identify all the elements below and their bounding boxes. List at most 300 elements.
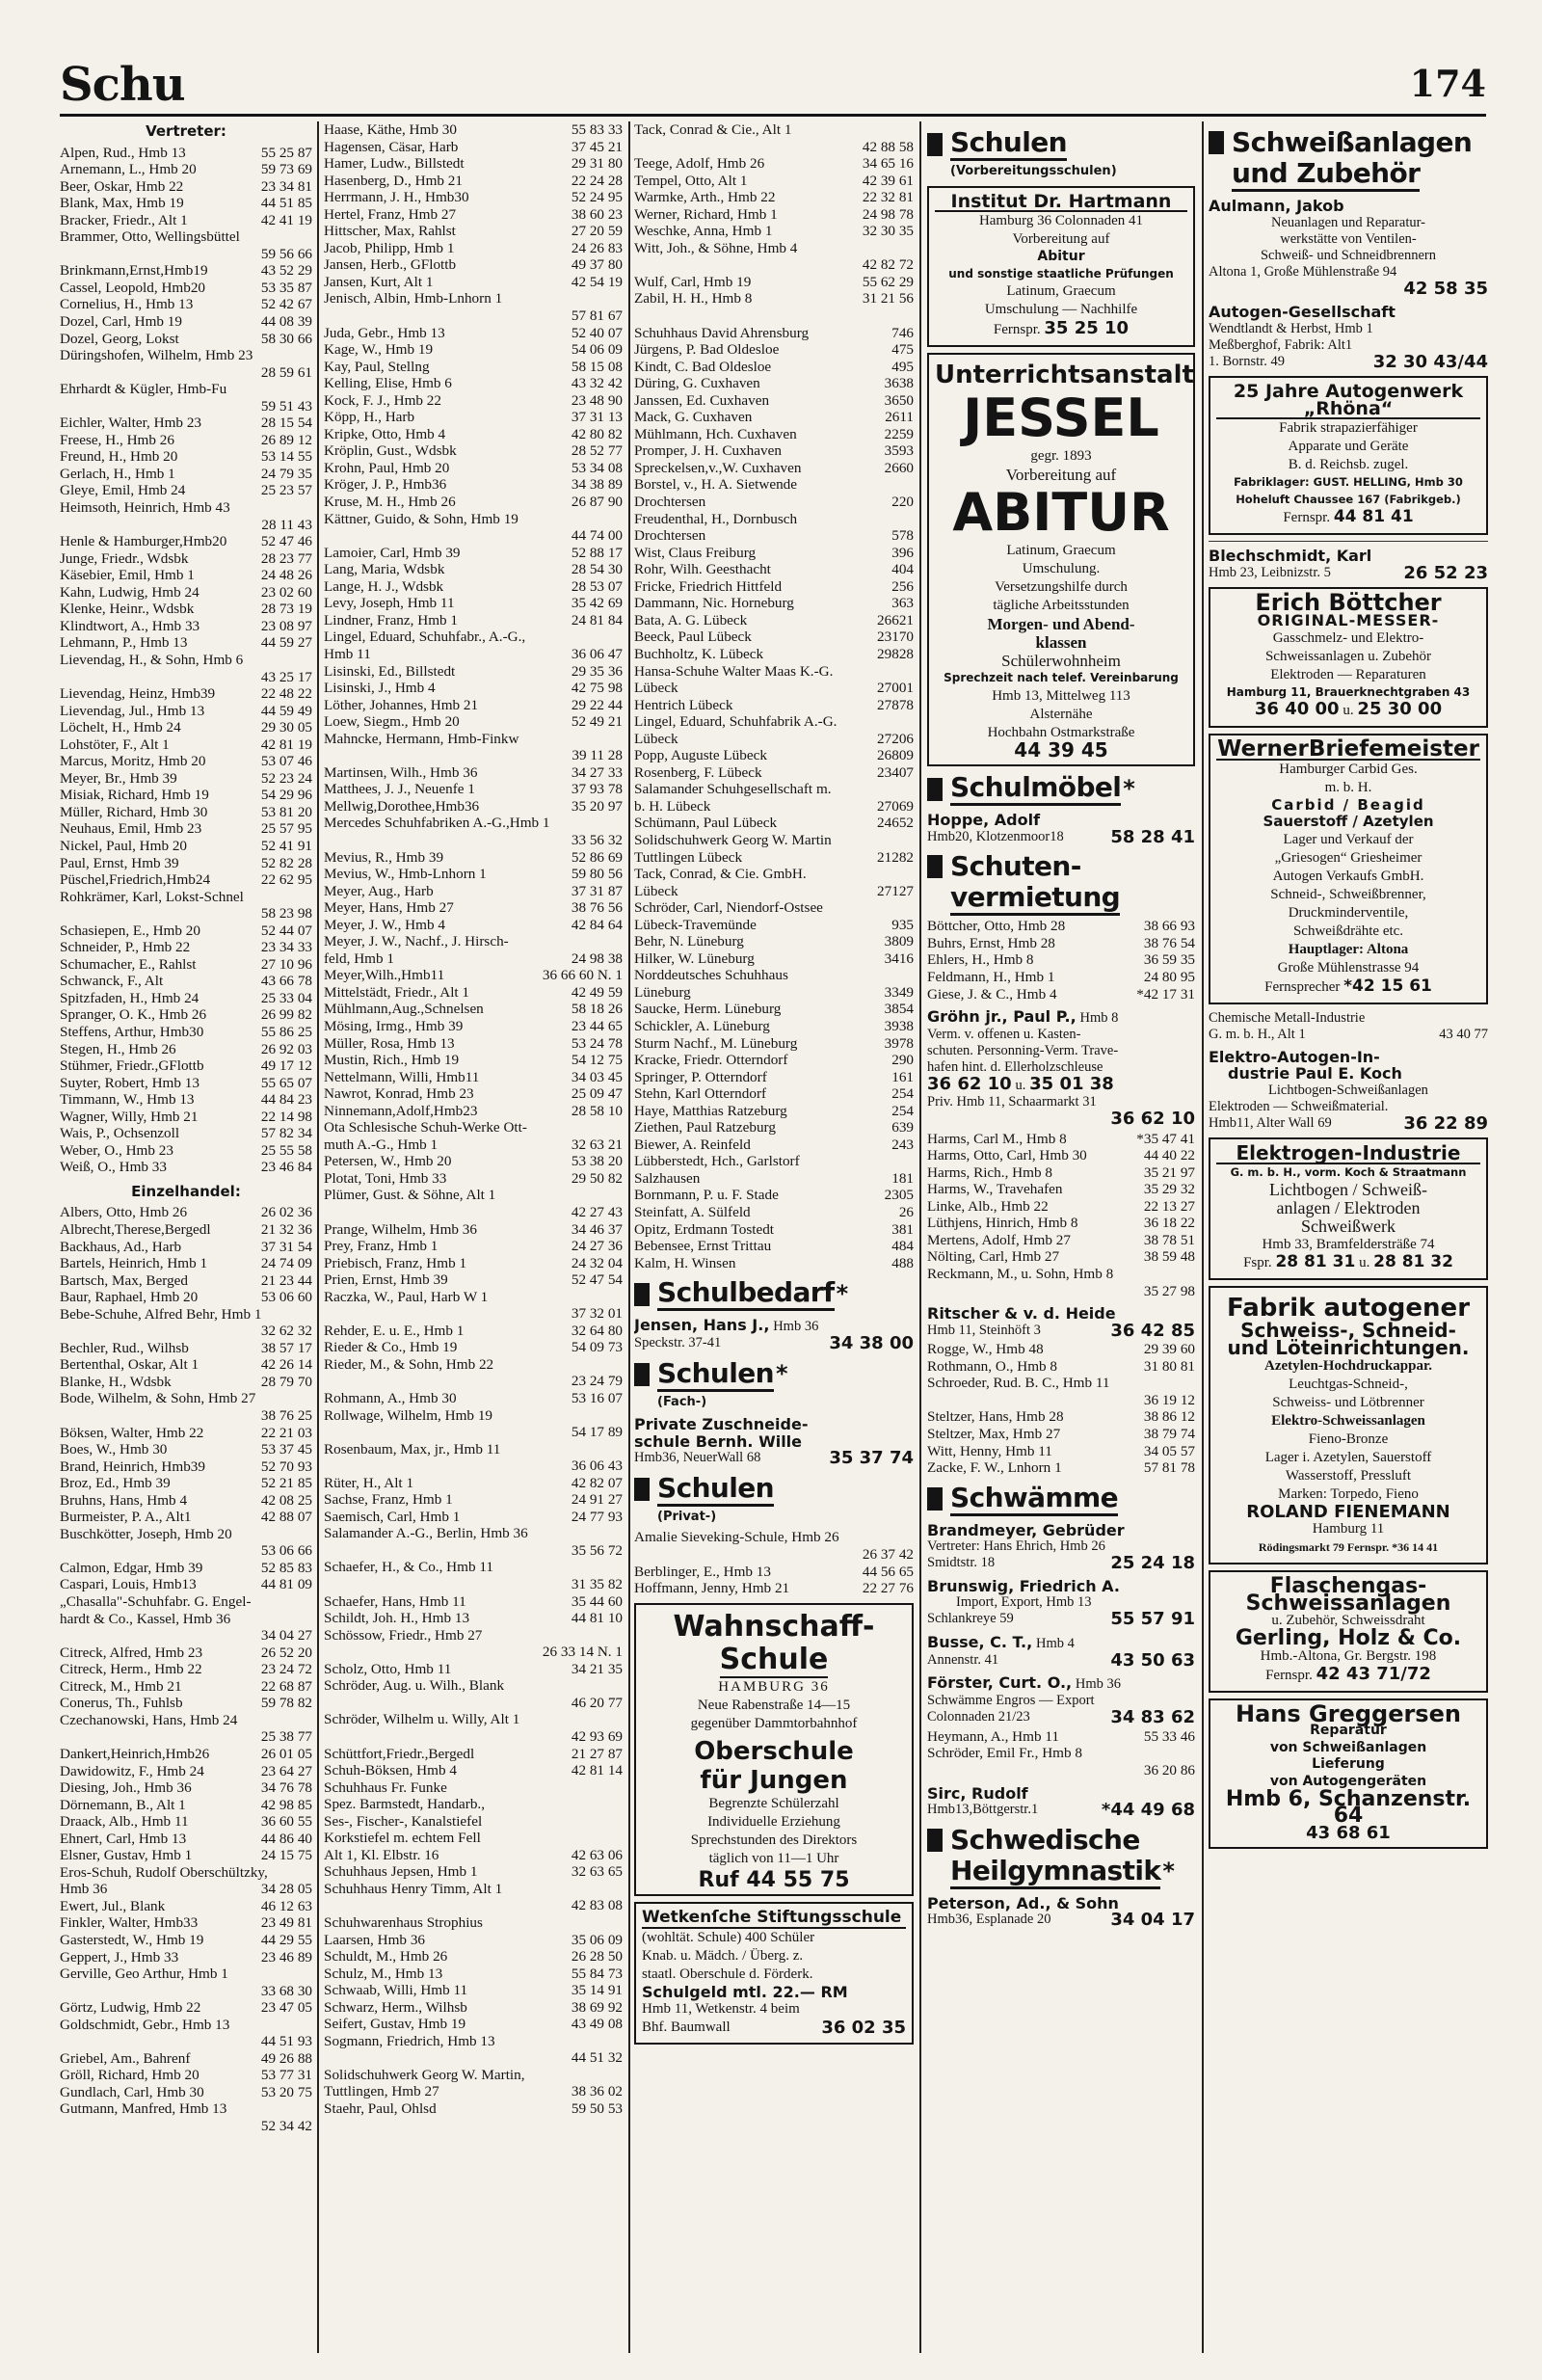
directory-entry — [60, 1159, 312, 1176]
directory-entry — [324, 1137, 623, 1154]
directory-entry — [60, 889, 312, 906]
entry-name — [927, 1283, 1140, 1300]
entry-phone: 27 10 96 — [260, 955, 312, 973]
entry-name: Lisinski, Ed., Billstedt — [324, 662, 456, 680]
entry-name: Lievendag, H., & Sohn, Hmb 6 — [60, 651, 244, 668]
entry-name: Freese, H., Hmb 26 — [60, 431, 174, 448]
entry-phone: 23 08 97 — [260, 617, 312, 634]
entry-name: Schneider, P., Hmb 22 — [60, 939, 191, 956]
directory-entry — [324, 2100, 623, 2118]
entry-name: Schwarz, Herm., Wilhsb — [324, 1998, 467, 2016]
entry-name: Schaefer, H., & Co., Hmb 11 — [324, 1559, 493, 1576]
entry-phone: 35 29 32 — [1143, 1181, 1195, 1198]
entry-name: Steinfatt, A. Sülfeld — [634, 1204, 751, 1220]
entry-phone: 181 — [891, 1169, 914, 1187]
entry-phone: 26621 — [877, 611, 914, 628]
directory-entry — [927, 1147, 1195, 1164]
entry-name: Conerus, Th., Fuhlsb — [60, 1695, 183, 1712]
entry-name: Juda, Gebr., Hmb 13 — [324, 324, 445, 341]
rubric-marker — [634, 1283, 650, 1306]
column-4 — [927, 121, 1195, 2358]
entry-name: Kröger, J. P., Hmb36 — [324, 476, 447, 494]
entry-phone: 22 13 27 — [1143, 1197, 1195, 1215]
directory-entry — [60, 1966, 312, 1983]
entry-name: Raczka, W., Paul, Harb W 1 — [324, 1288, 489, 1305]
entry-name: Scholz, Otto, Hmb 11 — [324, 1660, 452, 1677]
directory-entry — [324, 832, 623, 849]
directory-entry — [927, 1266, 1195, 1283]
entry-name — [324, 1305, 568, 1323]
entry-phone: 52 42 67 — [260, 296, 312, 313]
directory-entry — [60, 1475, 312, 1492]
entry-name: Gröll, Richard, Hmb 20 — [60, 2067, 199, 2084]
directory-entry — [927, 1283, 1195, 1300]
entry-name — [60, 1542, 257, 1560]
entry-name: Suyter, Robert, Hmb 13 — [60, 1074, 199, 1091]
directory-entry — [324, 1881, 623, 1898]
entry-phone: 44 51 32 — [571, 2049, 623, 2067]
directory-entry — [60, 1239, 312, 1256]
entry-name: Mevius, W., Hmb-Lnhorn 1 — [324, 866, 487, 883]
entry-name: Feldmann, H., Hmb 1 — [927, 969, 1055, 986]
entry-phone: 49 17 12 — [260, 1057, 312, 1075]
directory-entry — [634, 578, 914, 596]
entry-phone: 53 38 20 — [571, 1153, 623, 1170]
entry-phone: 46 12 63 — [260, 1897, 312, 1914]
entry-phone: 38 78 51 — [1143, 1231, 1195, 1248]
entry-phone: 52 24 95 — [571, 189, 623, 206]
entry-phone: 42 81 19 — [260, 735, 312, 753]
entry-phone: 44 86 40 — [260, 1830, 312, 1847]
directory-entry — [927, 1341, 1195, 1358]
directory-entry — [634, 1035, 914, 1053]
entry-phone: 23 46 89 — [260, 1948, 312, 1966]
entry-phone: 42 26 14 — [260, 1356, 312, 1374]
entry-name: Lohstöter, F., Alt 1 — [60, 735, 170, 753]
entry-phone: 256 — [891, 577, 914, 595]
entry-phone: 29 35 36 — [571, 662, 623, 680]
directory-entry — [60, 1374, 312, 1391]
rubric-marker — [927, 1487, 943, 1511]
entry-name — [60, 2033, 257, 2050]
entry-phone: 23 02 60 — [260, 583, 312, 601]
entry-phone: 55 83 33 — [571, 121, 623, 138]
entry-phone: 55 62 29 — [862, 273, 914, 290]
entry-name: Schössow, Friedr., Hmb 27 — [324, 1626, 483, 1644]
entry-name: Lamoier, Carl, Hmb 39 — [324, 544, 461, 561]
directory-entry — [634, 1564, 914, 1581]
listing-brunswig: Brunswig, Friedrich A. Import, Export, Hmb 13 Schlankreye 59 55 57 91 — [927, 1576, 1195, 1628]
entry-phone: 24 27 36 — [571, 1238, 623, 1255]
directory-entry — [60, 2100, 312, 2118]
entry-name: Spranger, O. K., Hmb 26 — [60, 1006, 207, 1024]
entry-name — [324, 1204, 568, 1221]
rubric-schwedische: Schwedische — [927, 1825, 1195, 1856]
directory-entry — [324, 917, 623, 934]
entry-phone: 24 26 83 — [571, 239, 623, 256]
directory-entry — [324, 1982, 623, 1999]
entry-name: Giese, J. & C., Hmb 4 — [927, 985, 1057, 1003]
entry-phone: 23 64 27 — [260, 1762, 312, 1779]
directory-entry — [634, 1085, 914, 1103]
entry-name: Schröder, Emil Fr., Hmb 8 — [927, 1745, 1082, 1762]
entry-phone: 43 49 08 — [571, 2016, 623, 2033]
directory-entry — [324, 1373, 623, 1390]
directory-entry — [324, 1441, 623, 1458]
entry-name: Schümann, Paul Lübeck — [634, 815, 778, 832]
directory-entry — [324, 731, 623, 748]
directory-entry — [60, 1746, 312, 1763]
entry-name: Geppert, J., Hmb 33 — [60, 1948, 179, 1966]
entry-name: Hmb 36 — [60, 1881, 108, 1898]
entry-phone: 21 27 87 — [571, 1745, 623, 1762]
entry-phone: 46 20 77 — [571, 1694, 623, 1711]
directory-entry — [60, 212, 312, 229]
entry-name: Hamer, Ludw., Billstedt — [324, 155, 465, 173]
entry-phone: 52 40 07 — [571, 324, 623, 341]
entry-name: Böksen, Walter, Hmb 22 — [60, 1424, 204, 1441]
ad-hans-greggersen: Hans Greggersen Reparatur von Schweißanlagen Lieferung von Autogengeräten Hmb 6, Schanzenstr. 64 43 68 61 — [1209, 1698, 1488, 1849]
listing-brandmeyer: Brandmeyer, Gebrüder Vertreter: Hans Ehrich, Hmb 26 Smidtstr. 18 25 24 18 — [927, 1520, 1195, 1572]
entry-name — [324, 1695, 568, 1712]
directory-entry — [324, 545, 623, 562]
entry-phone: 38 76 54 — [1143, 934, 1195, 951]
entry-phone: 42 39 61 — [862, 172, 914, 189]
entry-name: Schröder, Wilhelm u. Willy, Alt 1 — [324, 1711, 520, 1728]
directory-entry — [60, 618, 312, 635]
directory-entry — [324, 476, 623, 494]
directory-entry — [634, 883, 914, 900]
shoe-dealer-list — [324, 121, 623, 2118]
entry-name: Burmeister, P. A., Alt1 — [60, 1509, 192, 1526]
entry-phone: 28 52 77 — [571, 442, 623, 460]
entry-name: Elsner, Gustav, Hmb 1 — [60, 1847, 193, 1864]
entry-phone: 52 47 54 — [571, 1271, 623, 1289]
listing-aulmann: Aulmann, Jakob Neuanlagen und Reparatur- werkstätte von Ventilen- Schweiß- und Schneidbrennern Altona 1, Große Mühlenstraße 94 42 58 35 — [1209, 197, 1488, 299]
directory-entry — [324, 1187, 623, 1204]
entry-name: Schuhhaus Fr. Funke — [324, 1778, 447, 1796]
directory-entry — [634, 1069, 914, 1086]
entry-phone: 22 21 03 — [260, 1424, 312, 1441]
entry-name: Misiak, Richard, Hmb 19 — [60, 787, 209, 804]
entry-phone: 3809 — [884, 933, 914, 950]
entry-phone: 37 31 13 — [571, 409, 623, 426]
schuten-list-2 — [927, 1131, 1195, 1299]
entry-name: Kage, W., Hmb 19 — [324, 341, 434, 359]
directory-entry — [60, 1255, 312, 1272]
entry-phone: 59 51 43 — [260, 397, 312, 414]
entry-name — [60, 905, 257, 923]
entry-phone: 42 88 07 — [260, 1509, 312, 1526]
entry-phone: 26809 — [877, 747, 914, 764]
entry-name: Kock, F. J., Hmb 22 — [324, 391, 441, 409]
directory-entry — [634, 442, 914, 460]
entry-name: Haye, Matthias Ratzeburg — [634, 1102, 787, 1119]
entry-name: Baur, Raphael, Hmb 20 — [60, 1289, 199, 1306]
directory-entry — [60, 1458, 312, 1476]
directory-entry — [324, 1695, 623, 1712]
directory-entry — [60, 432, 312, 449]
directory-entry — [324, 680, 623, 697]
entry-name: Promper, J. H. Cuxhaven — [634, 442, 782, 460]
directory-entry — [324, 1119, 623, 1137]
directory-entry — [927, 1232, 1195, 1249]
directory-entry — [60, 584, 312, 602]
entry-name: Harms, Otto, Carl, Hmb 30 — [927, 1147, 1087, 1164]
running-head: Schu — [60, 58, 185, 112]
entry-phone: 53 16 07 — [571, 1390, 623, 1407]
directory-entry — [324, 1610, 623, 1627]
directory-entry — [634, 663, 914, 681]
entry-name: Mevius, R., Hmb 39 — [324, 848, 444, 866]
entry-phone: 32 30 35 — [862, 223, 914, 240]
column-5 — [1209, 121, 1488, 2358]
entry-phone: 39 11 28 — [572, 747, 623, 764]
entry-name: Nickel, Paul, Hmb 20 — [60, 837, 188, 854]
directory-entry — [60, 1390, 312, 1407]
entry-phone: 3416 — [884, 949, 914, 967]
directory-entry — [634, 189, 914, 206]
listing-groehn: Gröhn jr., Paul P., Hmb 8 Verm. v. offenen u. Kasten- schuten. Personning-Verm. Trave- hafen hint. d. Ellerholzschleuse 36 62 10 u. 35 01 38 Priv. Hmb 11, Schaarmarkt 31 36 62 10 — [927, 1007, 1195, 1130]
entry-phone: 44 59 49 — [260, 702, 312, 719]
entry-name — [324, 1542, 568, 1560]
entry-name — [634, 139, 859, 156]
directory-entry — [60, 550, 312, 568]
entry-name: Kay, Paul, Stellng — [324, 358, 430, 375]
directory-entry — [60, 703, 312, 720]
entry-phone: 54 12 75 — [571, 1052, 623, 1069]
entry-phone: 42 81 14 — [571, 1762, 623, 1779]
directory-entry — [60, 1831, 312, 1848]
directory-entry — [634, 1119, 914, 1137]
directory-entry — [324, 2083, 623, 2100]
directory-entry — [60, 1728, 312, 1746]
entry-name: Bartsch, Max, Berged — [60, 1271, 189, 1289]
directory-entry — [60, 313, 312, 331]
entry-phone: 54 29 96 — [260, 787, 312, 804]
column-divider — [317, 121, 319, 2353]
entry-name: Ses-, Fischer-, Kanalstiefel — [324, 1812, 483, 1830]
entry-phone: 53 20 75 — [260, 2083, 312, 2100]
entry-name — [324, 1373, 568, 1390]
page-number: 174 — [1409, 62, 1486, 105]
directory-entry — [60, 1695, 312, 1712]
directory-entry — [324, 1018, 623, 1035]
entry-phone: 35 21 97 — [1143, 1163, 1195, 1181]
entry-phone: 58 23 98 — [260, 905, 312, 923]
column-2 — [324, 121, 623, 2358]
entry-name: Salamander A.-G., Berlin, Hmb 36 — [324, 1525, 528, 1542]
directory-entry — [634, 1255, 914, 1272]
entry-phone: 53 14 55 — [260, 448, 312, 466]
entry-phone: 396 — [891, 544, 914, 561]
entry-phone: 28 59 61 — [260, 363, 312, 381]
entry-name — [324, 1457, 568, 1475]
entry-name: Schulz, M., Hmb 13 — [324, 1965, 443, 1982]
directory-entry — [324, 1914, 623, 1932]
directory-entry — [324, 1390, 623, 1407]
entry-name: Popp, Auguste Lübeck — [634, 747, 767, 764]
entry-name — [927, 1762, 1140, 1779]
entry-phone: 26 99 82 — [260, 1006, 312, 1024]
entry-phone: 58 15 08 — [571, 358, 623, 375]
entry-name: Reckmann, M., u. Sohn, Hmb 8 — [927, 1266, 1114, 1283]
directory-entry — [324, 1001, 623, 1018]
directory-entry — [324, 1407, 623, 1425]
entry-name: Rohr, Wilh. Geesthacht — [634, 561, 771, 578]
directory-entry — [634, 409, 914, 426]
directory-entry — [60, 178, 312, 196]
directory-entry — [60, 195, 312, 212]
directory-entry — [927, 935, 1195, 952]
entry-phone: 34 21 35 — [571, 1660, 623, 1677]
rubric-und-zubehoer: und Zubehör — [1209, 158, 1488, 192]
ad-institut-hartmann: Institut Dr. Hartmann Hamburg 36 Colonnaden 41 Vorbereitung auf Abitur und sonstige staatliche Prüfungen Latinum, Graecum Umschulung — Nachhilfe Fernspr. 35 25 10 — [927, 186, 1195, 348]
entry-phone: 22 68 87 — [260, 1677, 312, 1695]
entry-phone: 3638 — [884, 375, 914, 392]
entry-name: Backhaus, Ad., Harb — [60, 1238, 182, 1255]
entry-phone: 25 57 95 — [260, 820, 312, 838]
directory-entry — [634, 1170, 914, 1188]
directory-entry — [60, 1057, 312, 1075]
entry-name: Köpp, H., Harb — [324, 409, 415, 426]
directory-entry — [60, 1678, 312, 1696]
directory-entry — [60, 499, 312, 517]
directory-entry — [60, 228, 312, 246]
entry-name: Ewert, Jul., Blank — [60, 1897, 166, 1914]
entry-name: Arnemann, L., Hmb 20 — [60, 161, 197, 178]
entry-name: Junge, Friedr., Wdsbk — [60, 549, 189, 567]
directory-entry — [60, 923, 312, 940]
directory-entry — [324, 1813, 623, 1831]
directory-entry — [927, 1215, 1195, 1232]
directory-entry — [60, 1949, 312, 1966]
entry-name: Timmann, W., Hmb 13 — [60, 1091, 195, 1109]
entry-phone: 59 56 66 — [260, 245, 312, 262]
entry-name: Goldschmidt, Gebr., Hmb 13 — [60, 2016, 230, 2033]
column-divider — [628, 121, 630, 2353]
entry-phone: 42 93 69 — [571, 1727, 623, 1745]
entry-phone: 243 — [891, 1136, 914, 1153]
entry-name — [60, 517, 257, 534]
entry-phone: 36 60 55 — [260, 1813, 312, 1831]
directory-entry — [634, 899, 914, 917]
entry-phone: 55 33 46 — [1143, 1727, 1195, 1745]
directory-entry — [60, 364, 312, 382]
entry-name: Kruse, M. H., Hmb 26 — [324, 494, 456, 511]
entry-phone: 57 82 34 — [260, 1125, 312, 1142]
entry-name — [60, 2118, 257, 2135]
entry-name: muth A.-G., Hmb 1 — [324, 1136, 439, 1153]
directory-entry — [324, 1966, 623, 1983]
directory-entry — [60, 1645, 312, 1662]
header-rule — [60, 114, 1486, 117]
directory-entry — [60, 517, 312, 534]
directory-entry — [634, 426, 914, 443]
directory-entry — [60, 414, 312, 432]
directory-entry — [60, 280, 312, 297]
directory-entry — [324, 1863, 623, 1881]
entry-name: Kättner, Guido, & Sohn, Hmb 19 — [324, 510, 518, 527]
directory-entry — [634, 1546, 914, 1564]
entry-phone: 2305 — [884, 1187, 914, 1204]
entry-phone: 31 35 82 — [571, 1576, 623, 1593]
directory-entry — [60, 1593, 312, 1611]
directory-entry — [60, 1914, 312, 1932]
entry-phone: 26 28 50 — [571, 1948, 623, 1966]
entry-name: Püschel,Friedrich,Hmb24 — [60, 871, 211, 889]
directory-entry — [324, 866, 623, 883]
entry-name: Teege, Adolf, Hmb 26 — [634, 155, 765, 173]
directory-entry — [634, 984, 914, 1002]
entry-name: Wist, Claus Freiburg — [634, 544, 757, 561]
directory-entry — [324, 1932, 623, 1949]
directory-entry — [60, 567, 312, 584]
directory-entry — [324, 1897, 623, 1914]
entry-name: Lübeck — [634, 882, 678, 899]
entry-phone: 23 24 72 — [260, 1661, 312, 1678]
directory-entry — [324, 511, 623, 528]
directory-entry — [634, 866, 914, 883]
entry-phone: 24 77 93 — [571, 1508, 623, 1525]
entry-phone: 55 25 87 — [260, 144, 312, 161]
entry-name: Lingel, Eduard, Schuhfabrik A.-G. — [634, 713, 837, 731]
directory-entry — [634, 155, 914, 173]
directory-entry — [60, 1509, 312, 1526]
directory-entry — [324, 2016, 623, 2033]
entry-phone: 28 15 54 — [260, 414, 312, 432]
rubric-marker — [927, 133, 943, 156]
entry-phone: 22 62 95 — [260, 871, 312, 889]
directory-entry — [324, 713, 623, 731]
entry-name: Borstel, v., H. A. Sietwende — [634, 476, 798, 494]
entry-name: Citreck, Herm., Hmb 22 — [60, 1661, 202, 1678]
entry-name: Lievendag, Jul., Hmb 13 — [60, 702, 205, 719]
entry-phone: 52 85 83 — [260, 1559, 312, 1576]
regional-dealer-list — [634, 121, 914, 1271]
entry-name — [324, 1728, 568, 1746]
entry-phone: 23 47 05 — [260, 1999, 312, 2017]
directory-entry — [634, 173, 914, 190]
entry-name: Kindt, C. Bad Oldesloe — [634, 358, 772, 375]
einzelhandel-list — [60, 1204, 312, 2134]
directory-entry — [60, 770, 312, 788]
entry-phone: 52 86 69 — [571, 848, 623, 866]
directory-entry — [324, 1052, 623, 1069]
entry-name: Lange, H. J., Wdsbk — [324, 577, 444, 595]
entry-phone: 52 44 07 — [260, 922, 312, 939]
rubric-schwaemme: Schwämme — [927, 1483, 1195, 1516]
entry-name: Schildt, Joh. H., Hmb 13 — [324, 1610, 470, 1627]
entry-phone: *42 17 31 — [1136, 985, 1195, 1003]
directory-entry — [634, 764, 914, 782]
directory-entry — [324, 240, 623, 257]
entry-name: Drochtersen — [634, 494, 706, 511]
entry-name: Schaefer, Hans, Hmb 11 — [324, 1592, 466, 1610]
directory-entry — [60, 1492, 312, 1510]
entry-phone: 363 — [891, 595, 914, 612]
ad-wahnschaff-schule: Wahnschaff- Schule HAMBURG 36 Neue Rabenstraße 14—15 gegenüber Dammtorbahnhof Oberschule für Jungen Begrenzte Schülerzahl Individuelle Erziehung Sprechstunden des Direktors täglich von 11—1 Uhr Ruf 44 55 75 — [634, 1603, 914, 1897]
entry-phone: 44 74 00 — [571, 527, 623, 545]
directory-entry — [60, 2033, 312, 2050]
entry-name: Mellwig,Dorothee,Hmb36 — [324, 797, 480, 815]
entry-name: Rosenberg, F. Lübeck — [634, 763, 762, 781]
directory-entry — [60, 1797, 312, 1814]
entry-phone: 34 65 16 — [862, 155, 914, 173]
directory-entry — [324, 1339, 623, 1356]
private-school-list — [634, 1529, 914, 1596]
entry-phone: 27127 — [877, 882, 914, 899]
